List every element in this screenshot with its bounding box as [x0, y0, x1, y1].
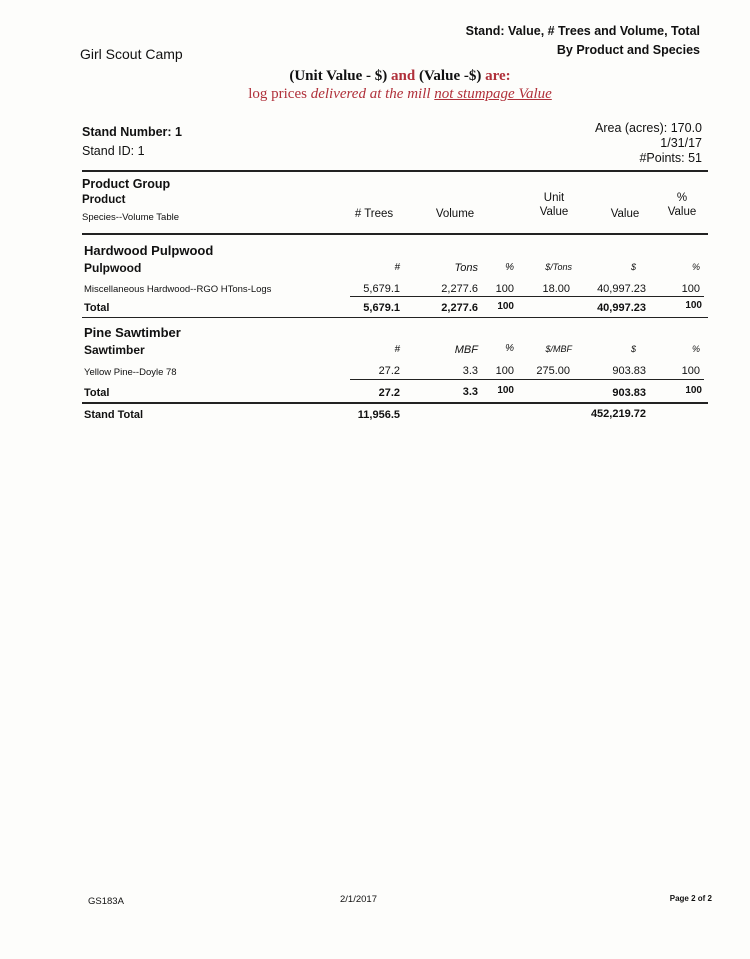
report-title: Stand: Value, # Trees and Volume, Total: [465, 24, 700, 38]
unit-value-1: $: [630, 262, 636, 272]
stand-total-trees: 11,956.5: [357, 409, 400, 421]
row-unit-value-2: 275.00: [536, 365, 570, 377]
subtotal-rule-2: [350, 379, 704, 380]
note-are: are:: [485, 68, 511, 84]
unit-vol-pct-2: %: [505, 343, 514, 354]
product-pulpwood: Pulpwood: [84, 261, 142, 275]
total-value-pct-1: 100: [685, 300, 702, 311]
stand-total-label: Stand Total: [84, 409, 144, 421]
stand-total-value: 452,219.72: [590, 408, 646, 420]
note-value: (Value -$): [418, 68, 482, 84]
col-unit-value-1: Unit: [543, 192, 565, 204]
row-volume-2: 3.3: [462, 365, 478, 377]
header-rule-top: [82, 170, 708, 172]
note-not-stumpage: not stumpage Value: [434, 86, 552, 102]
total-label-1: Total: [84, 302, 110, 314]
row-value-pct-1: 100: [681, 283, 700, 295]
total-volume-1: 2,277.6: [441, 302, 478, 314]
col-pct-value-1: %: [676, 192, 688, 204]
row-trees-1: 5,679.1: [363, 283, 400, 295]
note-delivered: delivered at the mill: [310, 86, 431, 102]
group-rule-2: [82, 402, 708, 404]
property-name: Girl Scout Camp: [80, 46, 183, 62]
unit-trees-1: #: [394, 262, 400, 273]
stand-date: 1/31/17: [660, 136, 702, 150]
total-trees-1: 5,679.1: [363, 302, 400, 314]
row-vol-pct-2: 100: [495, 365, 514, 377]
total-volume-2: 3.3: [462, 386, 478, 398]
unit-value-pct-2: %: [691, 344, 700, 354]
col-trees: # Trees: [354, 208, 394, 220]
stand-number: Stand Number: 1: [82, 125, 183, 139]
total-value-pct-2: 100: [685, 385, 702, 396]
price-note-line2: [0, 86, 750, 103]
note-and: and: [391, 68, 416, 84]
row-trees-2: 27.2: [378, 365, 400, 377]
unit-value-2: $: [630, 344, 636, 354]
unit-trees-2: #: [394, 344, 400, 355]
col-pct-value-2: Value: [667, 206, 697, 218]
footer-form-id: GS183A: [88, 896, 124, 907]
unit-vol-pct-1: %: [505, 262, 514, 273]
species-misc-hardwood: Miscellaneous Hardwood--RGO HTons-Logs: [84, 284, 272, 295]
price-note-line1: [0, 68, 750, 85]
unit-unit-value-2: $/MBF: [545, 344, 572, 354]
product-sawtimber: Sawtimber: [84, 343, 145, 357]
unit-volume-1: Tons: [454, 262, 478, 274]
report-subtitle: By Product and Species: [556, 43, 700, 57]
total-value-1: 40,997.23: [597, 302, 646, 314]
total-vol-pct-2: 100: [497, 385, 514, 396]
row-vol-pct-1: 100: [495, 283, 514, 295]
group-hardwood-pulpwood: Hardwood Pulpwood: [84, 243, 214, 258]
unit-volume-2: MBF: [454, 344, 478, 356]
unit-value-pct-1: %: [691, 262, 700, 272]
total-trees-2: 27.2: [378, 387, 400, 399]
unit-unit-value-1: $/Tons: [545, 262, 572, 272]
row-value-1: 40,997.23: [597, 283, 646, 295]
row-value-pct-2: 100: [681, 365, 700, 377]
header-rule-bottom: [82, 233, 708, 235]
total-vol-pct-1: 100: [497, 301, 514, 312]
group-pine-sawtimber: Pine Sawtimber: [84, 325, 181, 340]
group-rule-1: [82, 317, 708, 318]
footer-page-number: Page 2 of 2: [669, 894, 712, 903]
row-volume-1: 2,277.6: [441, 283, 478, 295]
note-unit-value: (Unit Value - $): [289, 68, 388, 84]
species-yellow-pine: Yellow Pine--Doyle 78: [84, 367, 177, 378]
subtotal-rule-1: [350, 296, 704, 297]
col-species-table: Species--Volume Table: [82, 212, 179, 223]
total-label-2: Total: [84, 387, 110, 399]
row-unit-value-1: 18.00: [542, 283, 570, 295]
stand-points: #Points: 51: [639, 151, 702, 165]
col-product: Product: [82, 194, 126, 206]
stand-id: Stand ID: 1: [82, 144, 145, 158]
col-value: Value: [610, 208, 640, 220]
row-value-2: 903.83: [612, 365, 646, 377]
col-unit-value-2: Value: [539, 206, 569, 218]
stand-area: Area (acres): 170.0: [595, 121, 702, 135]
total-value-2: 903.83: [612, 387, 646, 399]
note-log-prices: log prices: [248, 86, 307, 102]
col-volume: Volume: [435, 208, 475, 220]
footer-date: 2/1/2017: [340, 894, 377, 905]
col-product-group: Product Group: [82, 177, 171, 191]
